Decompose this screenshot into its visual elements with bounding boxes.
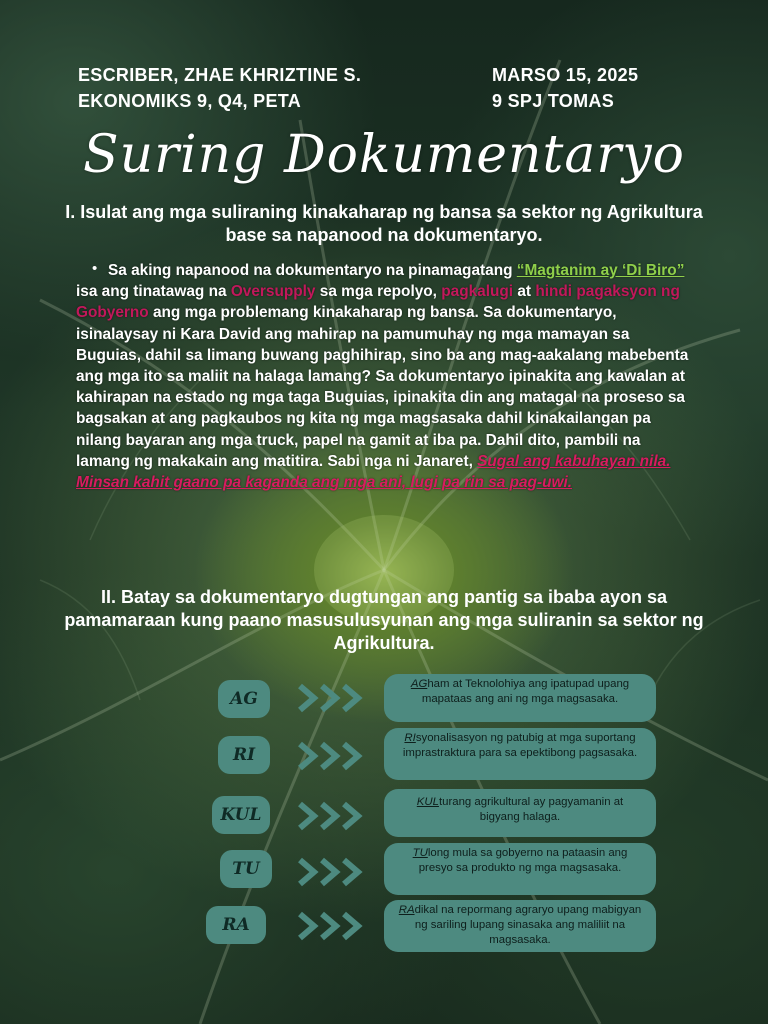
solution-box-tu: TUlong mula sa gobyerno na pataasin ang presyo sa produkto ng mga magsasaka. [384, 843, 656, 895]
subject-label: EKONOMIKS 9, Q4, PETA [78, 91, 302, 111]
chevron-arrows-icon [294, 800, 376, 832]
term-pagkalugi: pagkalugi [441, 283, 514, 301]
bullet-icon: • [92, 260, 98, 277]
syllable-badge-ra: RA [206, 906, 266, 944]
solution-box-ra: RAdikal na repormang agraryo upang mabigyan ng sariling lupang sinasaka ang maliliit na magsasaka. [384, 900, 656, 952]
question-2: II. Batay sa dokumentaryo dugtungan ang pantig sa ibaba ayon sa pamamaraan kung paano masusulusyunan ang mga suliranin sa sektor ng Agrikultura. [64, 587, 704, 653]
chevron-arrows-icon [294, 740, 376, 772]
farmer-quote: Sugal ang kabuhayan nila. Minsan kahit gaano pa kaganda ang mga ani, lugi pa rin sa pag-uwi. [76, 452, 671, 492]
question-1: I. Isulat ang mga suliraning kinakaharap ng bansa sa sektor ng Agrikultura base sa napanood na dokumentaryo. [65, 202, 703, 245]
term-oversupply: Oversupply [230, 283, 316, 301]
solution-box-kul: KULturang agrikultural ay pagyamanin at bigyang halaga. [384, 789, 656, 837]
syllable-badge-kul: KUL [212, 796, 270, 834]
answer-1-paragraph: Sa aking napanood na dokumentaryo na pinamagatang “Magtanim ay ‘Di Biro” isa ang tinatawag na Oversupply sa mga repolyo, pagkalugi at hindi pagaksyon ng Gobyerno ang mga problemang kinakaharap ng bansa. Sa dokumentaryo, isinalaysay ni Kara David ang mahirap na pamumuhay ng mga mamayan sa Buguias, dahil sa limang buwang paghihirap, sino ba ang mag-aakalang mabebenta ang mga ito sa maliit na halaga lamang? Sa dokumentaryo ipinakita ang kawalan at kahirapan na estado ng mga taga Buguias, ipinakita din ang matagal na proseso sa bagsakan at ang pagkaubos ng kita ng mga magsasaka dahil kinakailangan pa nilang bayaran ang mga truck, papel na gamit at iba pa. Dahil dito, pambili na lamang ng makakain ang matitira. Sabi nga ni Janaret, Sugal ang kabuhayan nila. Minsan kahit gaano pa kaganda ang mga ani, lugi pa rin sa pag-uwi. [76, 262, 689, 492]
date-section-info [492, 62, 638, 114]
term-government-inaction: hindi pagaksyon ng Gobyerno [76, 283, 680, 322]
chevron-arrows-icon [294, 682, 376, 714]
student-info [78, 62, 361, 114]
section-label: 9 SPJ TOMAS [492, 91, 615, 111]
solution-box-ri: RIsyonalisasyon ng patubig at mga suportang imprastraktura para sa epektibong pagsasaka. [384, 728, 656, 780]
syllable-badge-ri: RI [218, 736, 270, 774]
chevron-arrows-icon [294, 856, 376, 888]
date-label: MARSO 15, 2025 [492, 65, 639, 85]
documentary-title: “Magtanim ay ‘Di Biro” [516, 262, 685, 279]
student-name: ESCRIBER, ZHAE KHRIZTINE S. [78, 65, 362, 85]
chevron-arrows-icon [294, 910, 376, 942]
syllable-badge-tu: TU [220, 850, 272, 888]
syllable-badge-ag: AG [218, 680, 270, 718]
solution-box-ag: AGham at Teknolohiya ang ipatupad upang mapataas ang ani ng mga magsasaka. [384, 674, 656, 722]
page-title: Suring Dokumentaryo [83, 125, 685, 185]
